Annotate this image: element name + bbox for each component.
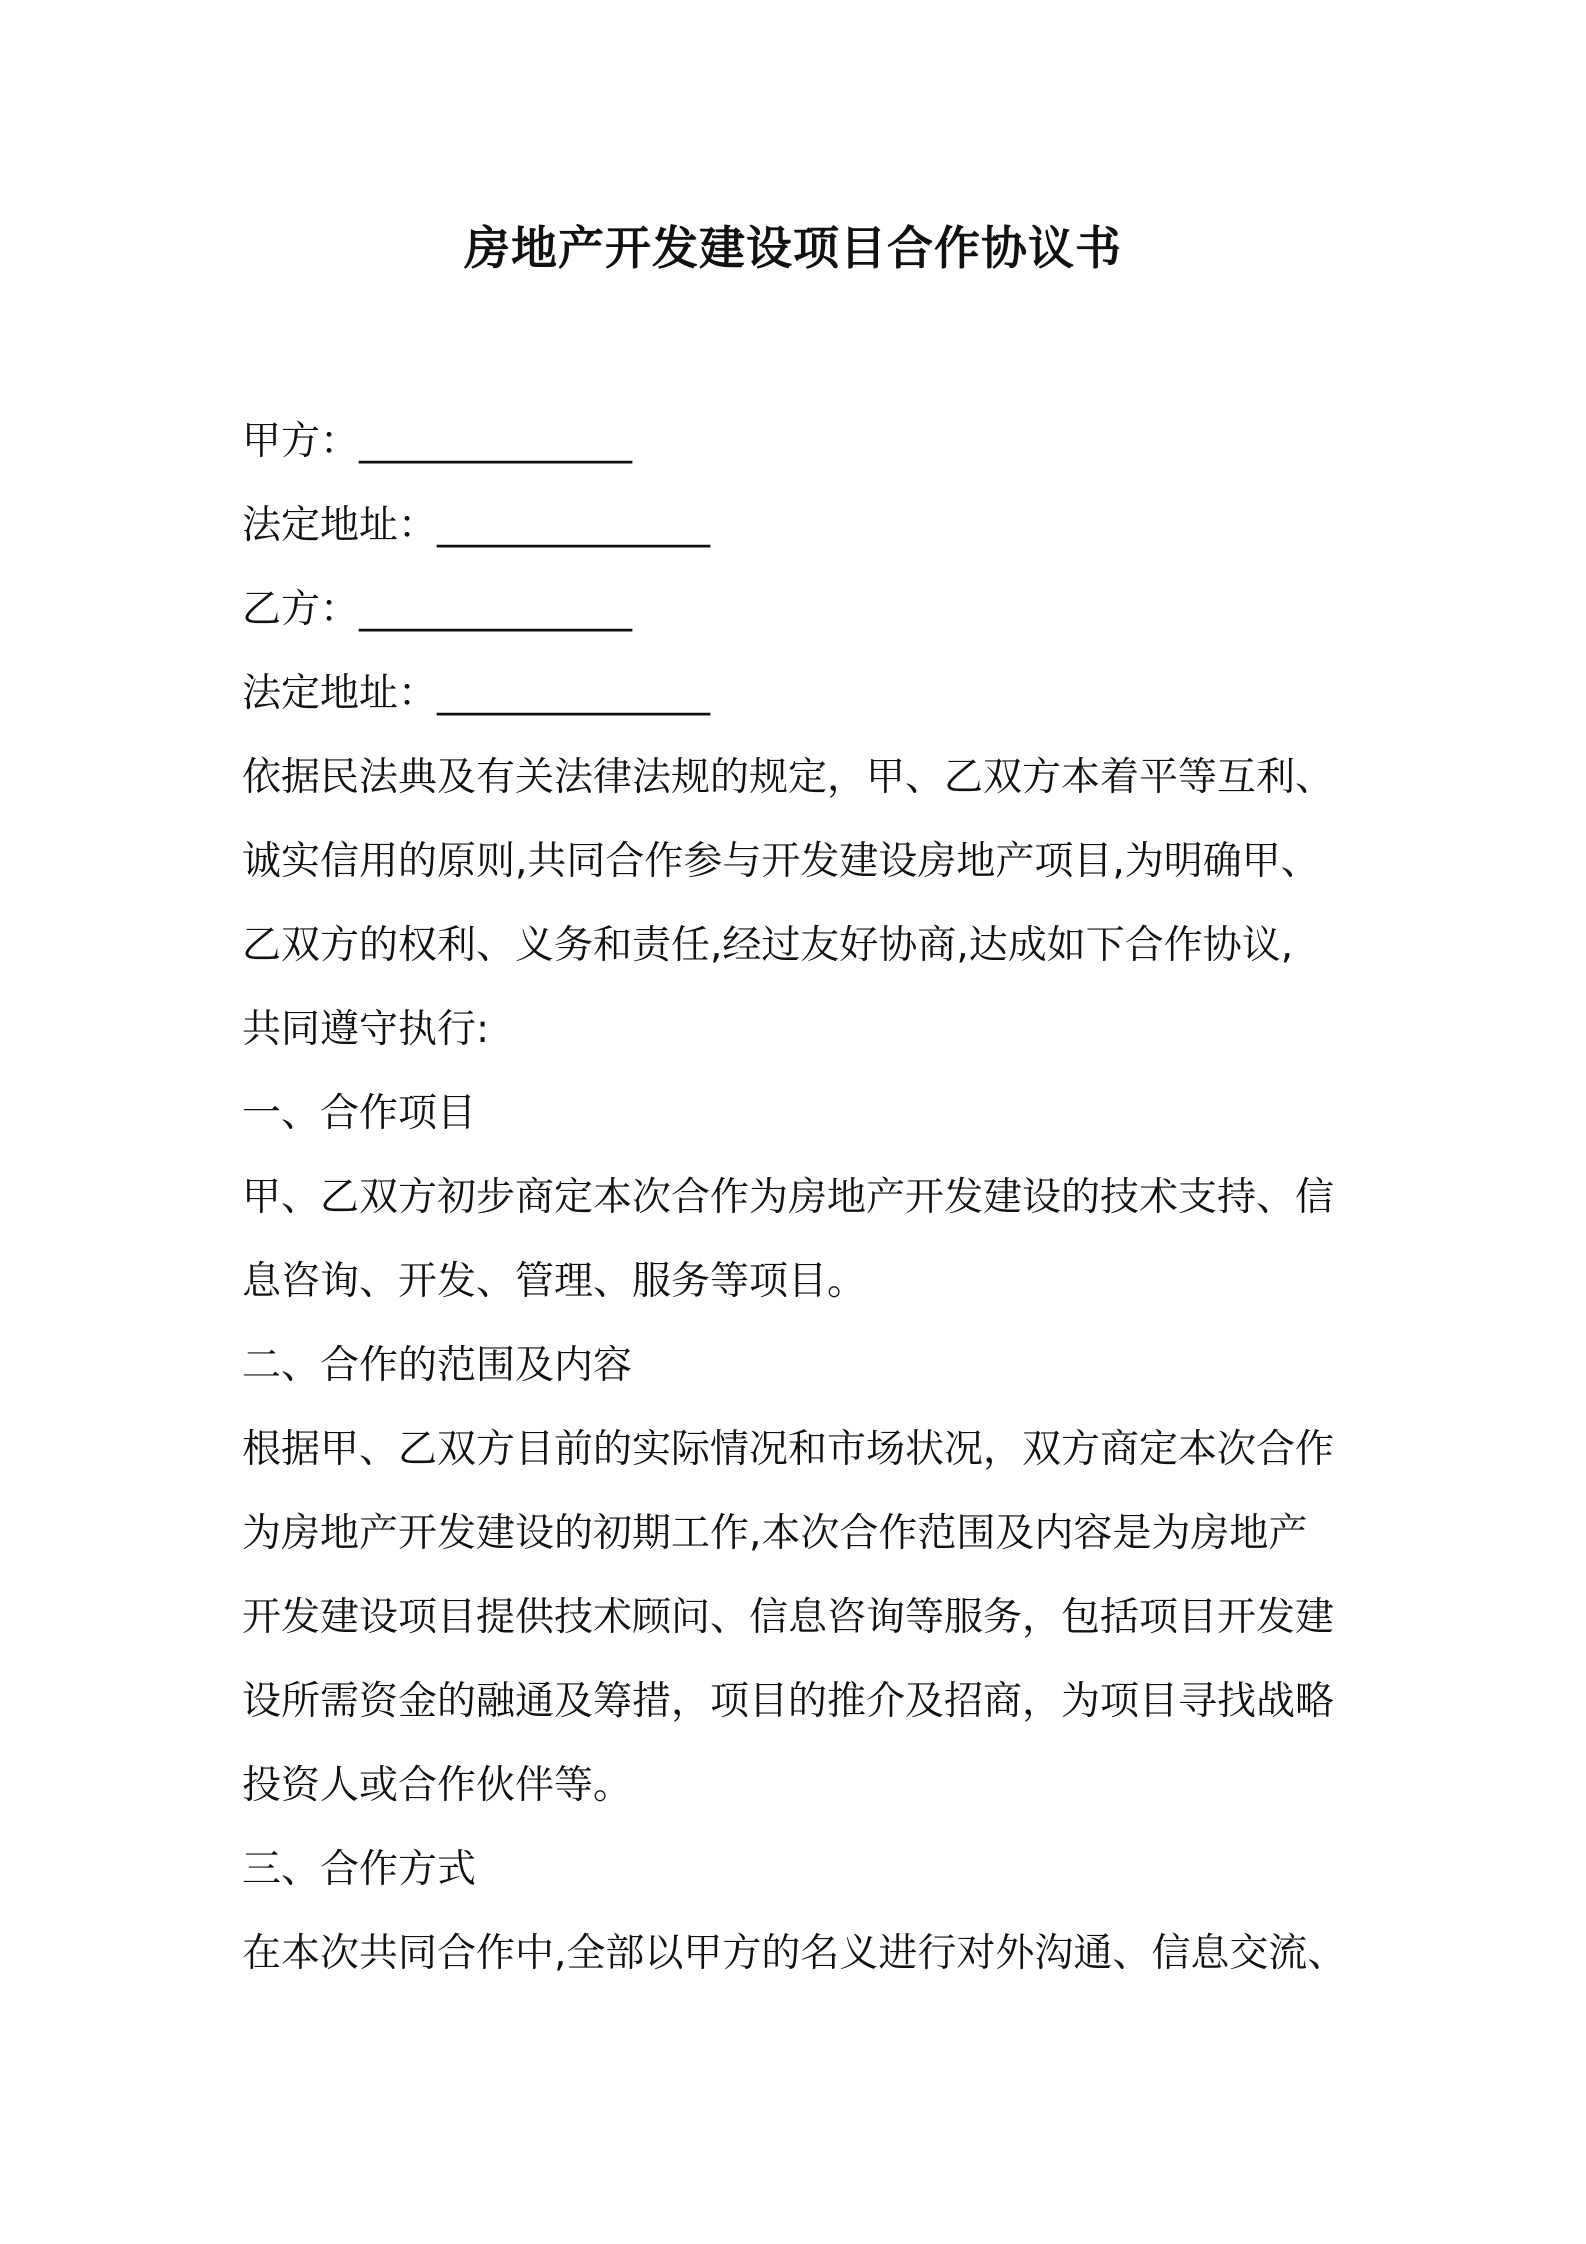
section-2-line: 投资人或合作伙伴等。 — [242, 1763, 633, 1808]
party-a-line — [242, 400, 1352, 484]
party-b-blank: ______________ — [359, 587, 633, 632]
party-b-address-line — [242, 652, 1352, 736]
party-a-address-label: 法定地址： — [242, 503, 438, 548]
section-1-line: 息咨询、开发、管理、服务等项目。 — [242, 1259, 867, 1304]
party-a-label: 甲方： — [242, 419, 360, 464]
section-3-line: 在本次共同合作中,全部以甲方的名义进行对外沟通、信息交流、 — [242, 1931, 1347, 1976]
party-b-line — [242, 568, 1352, 652]
party-a-blank: ______________ — [359, 419, 633, 464]
party-b-address-blank: ______________ — [437, 671, 711, 716]
section-heading-scope-and-content: 二、合作的范围及内容 — [242, 1343, 633, 1388]
section-heading-cooperation-project: 一、合作项目 — [242, 1091, 477, 1136]
intro-line: 诚实信用的原则,共同合作参与开发建设房地产项目,为明确甲、 — [242, 839, 1320, 884]
party-b-address-label: 法定地址： — [242, 671, 438, 716]
section-2-line: 根据甲、乙双方目前的实际情况和市场状况，双方商定本次合作 — [242, 1427, 1335, 1472]
party-a-address-blank: ______________ — [437, 503, 711, 548]
section-1-line: 甲、乙双方初步商定本次合作为房地产开发建设的技术支持、信 — [242, 1175, 1335, 1220]
section-2-line: 开发建设项目提供技术顾问、信息咨询等服务，包括项目开发建 — [242, 1595, 1335, 1640]
document-title: 房地产开发建设项目合作协议书 — [464, 221, 1122, 275]
document-body — [242, 400, 1352, 1996]
section-2-line: 设所需资金的融通及筹措，项目的推介及招商，为项目寻找战略 — [242, 1679, 1335, 1724]
section-2-line: 为房地产开发建设的初期工作,本次合作范围及内容是为房地产 — [242, 1511, 1308, 1556]
intro-line: 乙双方的权利、义务和责任,经过友好协商,达成如下合作协议, — [242, 923, 1294, 968]
party-b-label: 乙方： — [242, 587, 360, 632]
section-heading-cooperation-method: 三、合作方式 — [242, 1847, 477, 1892]
intro-line: 依据民法典及有关法律法规的规定，甲、乙双方本着平等互利、 — [242, 755, 1335, 800]
party-a-address-line — [242, 484, 1352, 568]
intro-line: 共同遵守执行: — [242, 1007, 490, 1052]
